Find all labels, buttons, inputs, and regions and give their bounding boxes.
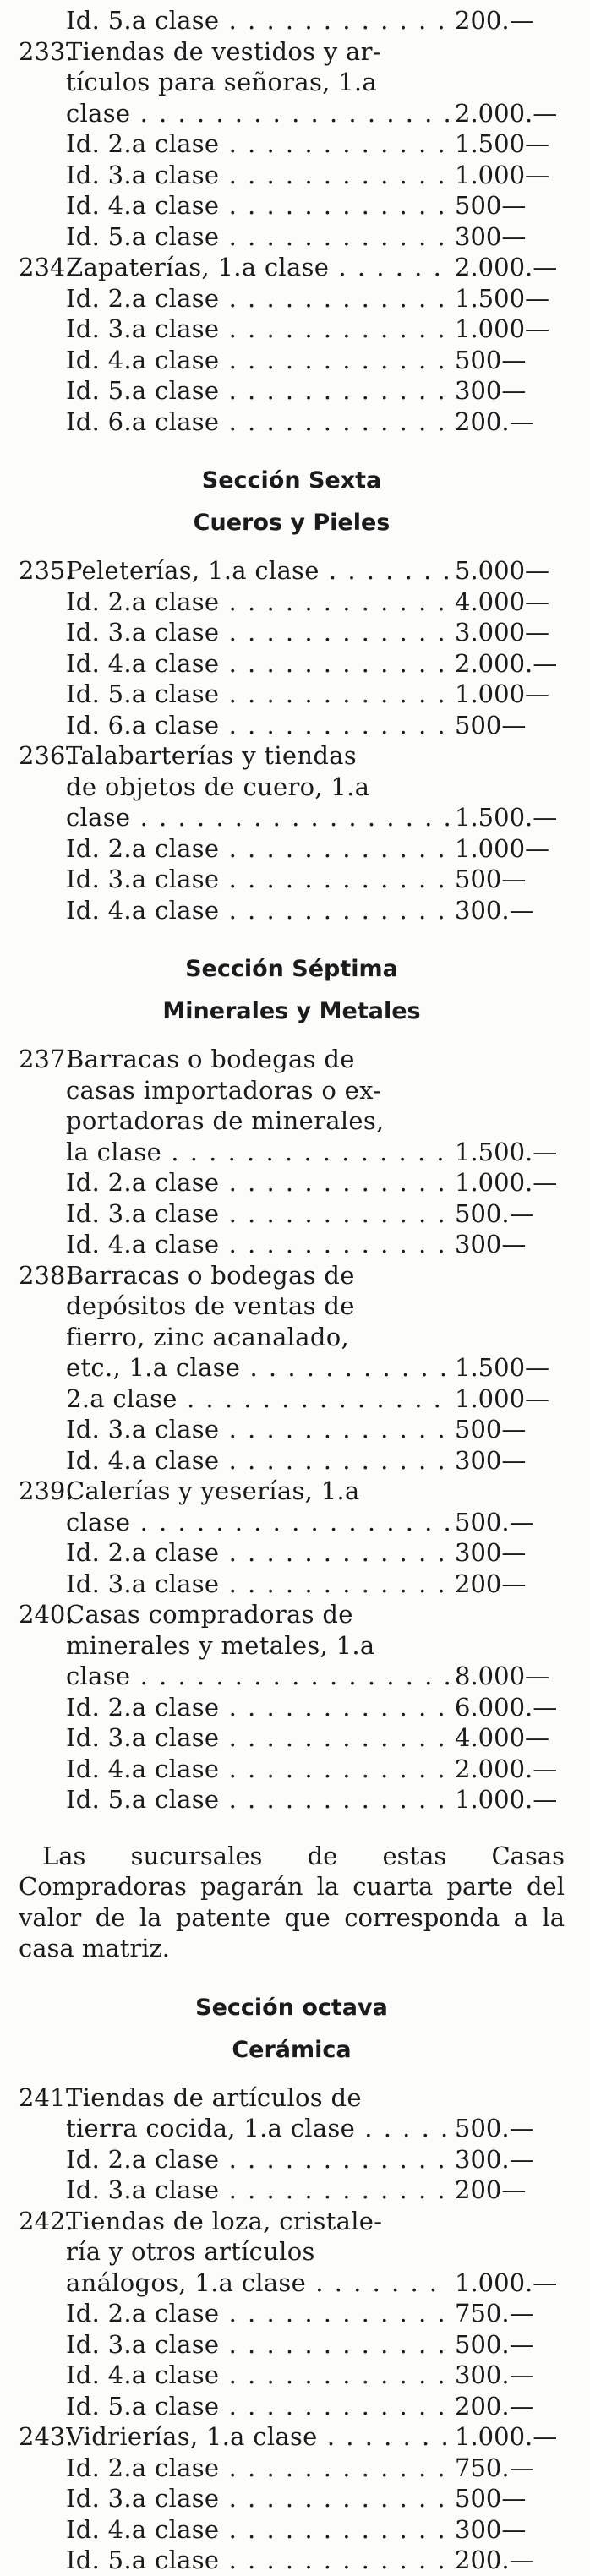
item-description: Id. 2.a clase . . . [66,1692,450,1723]
tariff-subrow [19,617,565,648]
tariff-subrow [19,1075,565,1106]
tariff-subrow [19,1569,565,1600]
item-description: análogos, 1.a clase . . . [66,2268,450,2299]
tariff-subrow [19,2545,565,2576]
item-value: 2.000.— [455,98,558,128]
item-description: Barracas o bodegas de [66,1045,355,1073]
item-description: Tiendas de artículos de [66,2082,362,2112]
item-description: Id. 5.a clase . . . [66,5,450,36]
item-value: 750.— [455,2453,534,2482]
tariff-subrow [19,190,565,221]
tariff-subrow [19,128,565,160]
item-value: 750.— [455,2299,534,2328]
tariff-subrow [19,2391,565,2422]
item-description: clase . . . [66,802,450,833]
item-description: Id. 3.a clase . . . [66,2175,450,2206]
section-subheading: Cueros y Pieles [193,510,391,536]
item-description: Id. 3.a clase . . . [66,2329,450,2360]
tariff-item-row [19,1476,565,1507]
item-value: 500.— [455,1198,534,1228]
tariff-subrow [19,2453,565,2484]
item-description: Id. 3.a clase . . . [66,1414,450,1445]
item-description: Id. 3.a clase . . . [66,1198,450,1230]
item-description: Id. 2.a clase . . . [66,833,450,865]
tariff-subrow [19,283,565,314]
tariff-subrow [19,375,565,407]
tariff-subrow [19,345,565,376]
item-value: 1.500— [455,129,550,158]
item-value: 200— [455,2175,527,2204]
item-value: 300.— [455,2144,534,2174]
item-value: 1.000— [455,160,550,189]
tariff-subrow [19,2268,565,2299]
tariff-item-row [19,2421,565,2453]
item-value: 300— [455,1230,527,1258]
item-number: 237. [19,1045,74,1073]
item-description: Id. 4.a clase . . . [66,2514,450,2546]
section-heading: Sección Séptima [185,956,398,982]
tariff-subrow [19,2360,565,2391]
tariff-item-row [19,2206,565,2237]
item-description: Id. 3.a clase . . . [66,617,450,648]
item-value: 500.— [455,2329,534,2359]
item-description: Id. 3.a clase . . . [66,2483,450,2514]
item-description: fierro, zinc acanalado, [66,1322,349,1351]
item-value: 1.000— [455,679,550,708]
item-value: 200.— [455,2546,534,2574]
tariff-subrow [19,1105,565,1137]
item-description: Peleterías, 1.a clase . . . [66,555,450,587]
tariff-subrow [19,2298,565,2329]
item-description: Id. 6.a clase . . . [66,710,450,741]
item-value: 1.000— [455,833,550,863]
item-value: 200— [455,1569,527,1598]
item-description: etc., 1.a clase . . . [66,1352,450,1384]
item-number: 233. [19,36,74,66]
item-description: Id. 2.a clase . . . [66,2453,450,2484]
item-description: Id. 2.a clase . . . [66,283,450,314]
item-value: 500— [455,345,527,374]
item-description: Id. 6.a clase . . . [66,407,450,438]
item-number: 242. [19,2206,74,2235]
item-description: Id. 5.a clase . . . [66,221,450,253]
item-number: 240. [19,1600,74,1629]
item-description: Tiendas de loza, cristale- [66,2206,383,2235]
item-description: 2.a clase . . . [66,1384,450,1415]
item-description: Id. 2.a clase . . . [66,2298,450,2329]
tariff-subrow [19,1137,565,1168]
tariff-subrow [19,895,565,926]
tariff-subrow [19,221,565,253]
item-description: Id. 2.a clase . . . [66,128,450,160]
item-description: Talabarterías y tiendas [66,741,358,770]
item-description: clase . . . [66,98,450,129]
item-description: tierra cocida, 1.a clase . . . [66,2113,450,2144]
item-description: Id. 3.a clase . . . [66,1722,450,1754]
item-value: 500— [455,191,527,220]
item-description: Id. 5.a clase . . . [66,2391,450,2422]
tariff-subrow [19,1445,565,1476]
item-description: clase . . . [66,1507,450,1538]
item-value: 1.500— [455,283,550,313]
item-value: 300— [455,2514,527,2544]
tariff-subrow [19,772,565,803]
tariff-subrow [19,710,565,741]
item-value: 1.500.— [455,1137,558,1166]
item-description: Id. 2.a clase . . . [66,587,450,618]
item-description: minerales y metales, 1.a [66,1630,375,1660]
tariff-subrow [19,1722,565,1754]
tariff-subrow [19,1661,565,1692]
item-value: 1.000.— [455,1168,558,1197]
tariff-item-row [19,1044,565,1075]
item-number: 236. [19,741,74,770]
tariff-item-row [19,36,565,68]
tariff-subrow [19,2236,565,2268]
item-description: tículos para señoras, 1.a [66,68,378,96]
item-value: 500— [455,1415,527,1444]
item-description: Id. 3.a clase . . . [66,160,450,191]
tariff-subrow [19,679,565,710]
item-description: la clase . . . [66,1137,450,1168]
tariff-item-row [19,2082,565,2114]
section-subheading: Cerámica [232,2036,352,2063]
note-paragraph: Las sucursales de estas Casas Compradoras pagarán la cuarta parte del valor de la patente que corresponda a la casa matriz. [19,1841,565,1962]
tariff-subrow [19,1692,565,1723]
item-value: 1.000.— [455,2268,558,2297]
tariff-subrow [19,1754,565,1785]
item-value: 2.000.— [455,253,558,281]
item-description: Tiendas de vestidos y ar- [66,36,381,66]
item-value: 1.000— [455,314,550,343]
item-value: 200.— [455,2391,534,2420]
tariff-subrow [19,1229,565,1260]
item-description: Id. 2.a clase . . . [66,1537,450,1569]
item-value: 1.500.— [455,803,558,832]
tariff-subrow [19,833,565,865]
item-description: casas importadoras o ex- [66,1075,382,1105]
item-value: 300.— [455,895,534,925]
item-description: Id. 4.a clase . . . [66,190,450,221]
tariff-item-row [19,1599,565,1630]
item-value: 500— [455,710,527,740]
item-description: Id. 4.a clase . . . [66,895,450,926]
tariff-subrow [19,1537,565,1569]
item-description: Id. 4.a clase . . . [66,1229,450,1260]
tariff-subrow [19,587,565,618]
item-value: 200.— [455,6,534,35]
tariff-item-row [19,740,565,772]
item-description: Casas compradoras de [66,1600,353,1629]
item-value: 300— [455,1538,527,1567]
tariff-subrow [19,2483,565,2514]
section-heading: Sección octava [195,1994,388,2021]
tariff-subrow [19,160,565,191]
item-description: ría y otros artículos [66,2237,315,2266]
item-description: Calerías y yeserías, 1.a [66,1476,360,1505]
item-value: 5.000— [455,556,550,585]
item-description: Barracas o bodegas de [66,1260,355,1290]
item-value: 1.000— [455,1384,550,1413]
tariff-item-row [19,555,565,587]
section-subheading: Minerales y Metales [162,998,421,1024]
item-value: 300— [455,1445,527,1475]
tariff-subrow [19,2113,565,2144]
item-description: Id. 3.a clase . . . [66,314,450,345]
item-description: clase . . . [66,1661,450,1692]
item-description: de objetos de cuero, 1.a [66,772,370,801]
tariff-subrow [19,1322,565,1353]
item-value: 2.000.— [455,648,558,678]
item-description: Id. 5.a clase . . . [66,375,450,407]
item-description: Id. 4.a clase . . . [66,2360,450,2391]
item-value: 1.000.— [455,2422,558,2451]
item-number: 238. [19,1260,74,1290]
tariff-item-row [19,252,565,283]
tariff-subrow [19,1167,565,1198]
item-description: Id. 4.a clase . . . [66,1445,450,1476]
tariff-subrow [19,2514,565,2546]
item-value: 4.000— [455,587,550,616]
item-value: 1.000.— [455,1785,558,1814]
item-number: 243. [19,2422,74,2451]
section-heading: Sección Sexta [201,467,382,494]
tariff-subrow [19,5,565,36]
item-description: Vidrierías, 1.a clase . . . [66,2421,450,2453]
tariff-subrow [19,802,565,833]
item-value: 2.000.— [455,1754,558,1783]
tariff-subrow [19,2144,565,2175]
tariff-subrow [19,864,565,895]
tariff-subrow [19,67,565,98]
tariff-subrow [19,1630,565,1662]
tariff-subrow [19,1352,565,1384]
tariff-item-row [19,1260,565,1291]
item-value: 4.000— [455,1723,550,1752]
item-description: depósitos de ventas de [66,1291,355,1320]
item-value: 300— [455,376,527,405]
tariff-subrow [19,314,565,345]
item-number: 239. [19,1476,74,1505]
item-description: Id. 4.a clase . . . [66,648,450,679]
item-description: Id. 2.a clase . . . [66,2144,450,2175]
item-description: Id. 3.a clase . . . [66,1569,450,1600]
tariff-subrow [19,2329,565,2360]
item-number: 234. [19,253,74,281]
tariff-subrow [19,1414,565,1445]
item-description: Id. 5.a clase . . . [66,2545,450,2576]
item-description: Id. 3.a clase . . . [66,864,450,895]
item-value: 8.000— [455,1662,550,1690]
item-description: Id. 5.a clase . . . [66,1784,450,1815]
item-value: 300— [455,221,527,251]
tariff-subrow [19,407,565,438]
tariff-subrow [19,1198,565,1230]
tariff-subrow [19,1291,565,1322]
item-description: Id. 2.a clase . . . [66,1167,450,1198]
item-number: 235. [19,556,74,585]
item-value: 3.000— [455,618,550,647]
item-value: 500— [455,2484,527,2513]
item-description: Id. 4.a clase . . . [66,1754,450,1785]
item-value: 500.— [455,1507,534,1536]
item-value: 200.— [455,407,534,436]
item-value: 500— [455,865,527,893]
item-value: 6.000.— [455,1692,558,1722]
item-number: 241. [19,2082,74,2112]
item-description: portadoras de minerales, [66,1106,385,1135]
tariff-subrow [19,1384,565,1415]
item-description: Id. 4.a clase . . . [66,345,450,376]
item-value: 300.— [455,2360,534,2389]
tariff-subrow [19,1784,565,1815]
item-value: 500.— [455,2114,534,2142]
tariff-subrow [19,1507,565,1538]
tariff-subrow [19,2175,565,2206]
item-description: Id. 5.a clase . . . [66,679,450,710]
tariff-subrow [19,98,565,129]
item-description: Zapaterías, 1.a clase . . . [66,252,450,283]
tariff-subrow [19,648,565,679]
item-value: 1.500— [455,1353,550,1382]
